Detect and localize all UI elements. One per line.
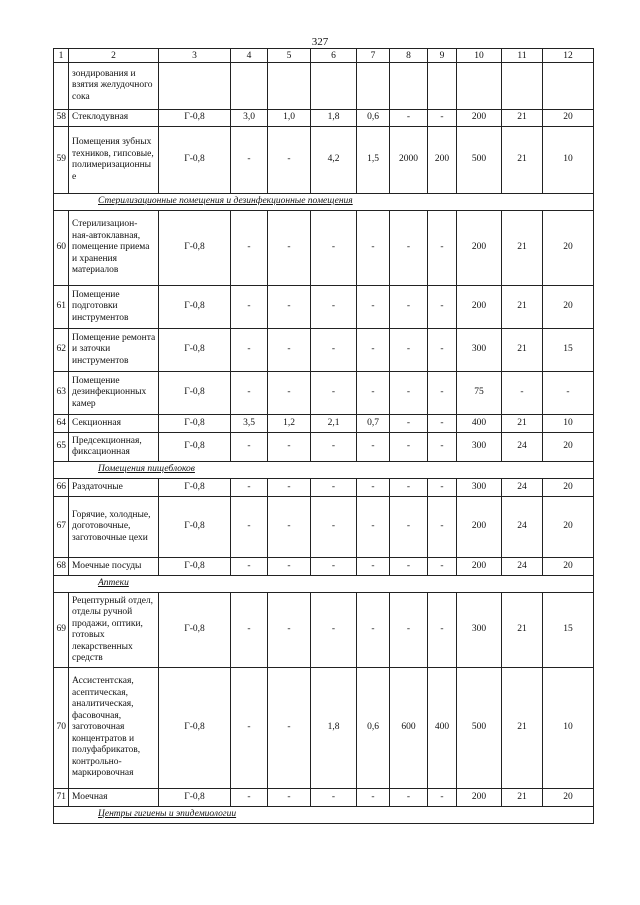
row-number: 69 — [54, 593, 69, 668]
value-cell: Г-0,8 — [159, 479, 231, 497]
value-cell: - — [268, 329, 311, 372]
value-cell: - — [357, 329, 390, 372]
value-cell: 20 — [543, 497, 594, 558]
value-cell: Г-0,8 — [159, 497, 231, 558]
value-cell: Г-0,8 — [159, 286, 231, 329]
value-cell: - — [311, 593, 357, 668]
value-cell: - — [311, 433, 357, 462]
value-cell: - — [268, 789, 311, 807]
value-cell: Г-0,8 — [159, 593, 231, 668]
value-cell: 75 — [457, 372, 502, 415]
value-cell: Г-0,8 — [159, 110, 231, 127]
value-cell: 21 — [502, 668, 543, 789]
value-cell: 200 — [457, 286, 502, 329]
row-number: 63 — [54, 372, 69, 415]
value-cell: 0,6 — [357, 668, 390, 789]
value-cell: 4,2 — [311, 127, 357, 194]
table-row — [54, 558, 594, 576]
value-cell: - — [357, 479, 390, 497]
section-row — [54, 807, 594, 824]
row-number: 59 — [54, 127, 69, 194]
value-cell: - — [428, 479, 457, 497]
value-cell: 2000 — [390, 127, 428, 194]
room-name: Ассистентская, асептическая, аналитическая, фасовочная, заготовочная концентратов и полуфабрикатов, контрольно- маркировочная — [69, 668, 159, 789]
column-number: 10 — [457, 49, 502, 63]
room-name: Секционная — [69, 415, 159, 433]
row-number: 65 — [54, 433, 69, 462]
value-cell: Г-0,8 — [159, 668, 231, 789]
value-cell: 20 — [543, 558, 594, 576]
value-cell: Г-0,8 — [159, 415, 231, 433]
value-cell: 20 — [543, 433, 594, 462]
column-number: 3 — [159, 49, 231, 63]
value-cell: - — [311, 329, 357, 372]
room-name: Горячие, холодные, доготовочные, заготовочные цехи — [69, 497, 159, 558]
value-cell: - — [390, 211, 428, 286]
column-number: 8 — [390, 49, 428, 63]
value-cell: - — [231, 558, 268, 576]
value-cell: Г-0,8 — [159, 329, 231, 372]
value-cell: 3,5 — [231, 415, 268, 433]
value-cell: 300 — [457, 433, 502, 462]
value-cell: 20 — [543, 110, 594, 127]
value-cell: - — [231, 211, 268, 286]
value-cell: 600 — [390, 668, 428, 789]
table-row — [54, 789, 594, 807]
table-row — [54, 211, 594, 286]
value-cell: 3,0 — [231, 110, 268, 127]
value-cell: - — [231, 286, 268, 329]
column-number: 11 — [502, 49, 543, 63]
value-cell: 20 — [543, 479, 594, 497]
room-name: зондирования и взятия желудочного сока — [69, 63, 159, 110]
row-number: 67 — [54, 497, 69, 558]
row-number: 58 — [54, 110, 69, 127]
table-row — [54, 593, 594, 668]
value-cell: - — [268, 668, 311, 789]
value-cell: - — [231, 329, 268, 372]
norms-table — [53, 48, 594, 824]
value-cell: - — [390, 372, 428, 415]
column-number: 1 — [54, 49, 69, 63]
value-cell: - — [311, 286, 357, 329]
value-cell: - — [311, 479, 357, 497]
value-cell: - — [428, 497, 457, 558]
room-name: Раздаточные — [69, 479, 159, 497]
table-row — [54, 286, 594, 329]
value-cell: - — [390, 329, 428, 372]
value-cell: - — [357, 372, 390, 415]
value-cell: - — [357, 211, 390, 286]
value-cell: 200 — [457, 211, 502, 286]
value-cell: 200 — [457, 497, 502, 558]
value-cell: - — [428, 110, 457, 127]
value-cell: - — [428, 593, 457, 668]
value-cell: 400 — [457, 415, 502, 433]
section-row — [54, 462, 594, 479]
value-cell: - — [357, 433, 390, 462]
value-cell: - — [268, 127, 311, 194]
value-cell: - — [311, 789, 357, 807]
value-cell: 15 — [543, 329, 594, 372]
value-cell: - — [268, 433, 311, 462]
value-cell: - — [428, 372, 457, 415]
value-cell: Г-0,8 — [159, 789, 231, 807]
value-cell: Г-0,8 — [159, 127, 231, 194]
value-cell: - — [231, 479, 268, 497]
room-name: Помещения зубных техников, гипсовые, полимеризационны е — [69, 127, 159, 194]
value-cell: - — [428, 329, 457, 372]
value-cell: 500 — [457, 668, 502, 789]
value-cell: - — [268, 211, 311, 286]
value-cell: - — [268, 497, 311, 558]
section-title: Аптеки — [98, 578, 129, 589]
section-title: Помещения пищеблоков — [98, 464, 195, 475]
column-number: 5 — [268, 49, 311, 63]
value-cell: 21 — [502, 593, 543, 668]
value-cell: Г-0,8 — [159, 558, 231, 576]
row-number: 66 — [54, 479, 69, 497]
row-number: 70 — [54, 668, 69, 789]
value-cell: 21 — [502, 211, 543, 286]
table-row — [54, 415, 594, 433]
value-cell: 21 — [502, 415, 543, 433]
value-cell: 10 — [543, 668, 594, 789]
value-cell: - — [428, 433, 457, 462]
section-row — [54, 194, 594, 211]
value-cell: 24 — [502, 558, 543, 576]
row-number: 71 — [54, 789, 69, 807]
value-cell: 1,8 — [311, 110, 357, 127]
value-cell: - — [268, 479, 311, 497]
page-number: 327 — [311, 36, 329, 48]
table-row — [54, 63, 594, 110]
value-cell: - — [311, 497, 357, 558]
value-cell: 1,5 — [357, 127, 390, 194]
value-cell: - — [543, 372, 594, 415]
value-cell: 200 — [457, 789, 502, 807]
value-cell: 1,0 — [268, 110, 311, 127]
value-cell: 21 — [502, 127, 543, 194]
value-cell: - — [428, 415, 457, 433]
column-number: 9 — [428, 49, 457, 63]
value-cell: 2,1 — [311, 415, 357, 433]
value-cell: - — [502, 372, 543, 415]
row-number: 61 — [54, 286, 69, 329]
room-name: Моечная — [69, 789, 159, 807]
column-number: 2 — [69, 49, 159, 63]
value-cell: - — [390, 593, 428, 668]
value-cell: - — [357, 593, 390, 668]
value-cell: 400 — [428, 668, 457, 789]
value-cell: 200 — [428, 127, 457, 194]
value-cell: 200 — [457, 558, 502, 576]
value-cell: 1,2 — [268, 415, 311, 433]
room-name: Моечные посуды — [69, 558, 159, 576]
value-cell: - — [390, 558, 428, 576]
value-cell: - — [428, 789, 457, 807]
room-name: Стерилизацион- ная-автоклавная, помещение приема и хранения материалов — [69, 211, 159, 286]
value-cell: - — [357, 789, 390, 807]
value-cell: - — [268, 372, 311, 415]
value-cell: Г-0,8 — [159, 211, 231, 286]
table-row — [54, 433, 594, 462]
section-title: Стерилизационные помещения и дезинфекционные помещения — [98, 196, 353, 207]
value-cell: - — [231, 127, 268, 194]
table-row — [54, 110, 594, 127]
value-cell: 24 — [502, 479, 543, 497]
value-cell: - — [231, 433, 268, 462]
value-cell: - — [357, 286, 390, 329]
value-cell: 24 — [502, 497, 543, 558]
value-cell: 300 — [457, 329, 502, 372]
value-cell: 20 — [543, 789, 594, 807]
table-row — [54, 372, 594, 415]
value-cell: - — [390, 479, 428, 497]
value-cell: 0,6 — [357, 110, 390, 127]
value-cell: Г-0,8 — [159, 372, 231, 415]
value-cell: 1,8 — [311, 668, 357, 789]
value-cell: 300 — [457, 593, 502, 668]
value-cell: - — [390, 286, 428, 329]
table-row — [54, 668, 594, 789]
value-cell: 20 — [543, 286, 594, 329]
table-row — [54, 497, 594, 558]
value-cell: - — [311, 372, 357, 415]
value-cell: 20 — [543, 211, 594, 286]
value-cell: 500 — [457, 127, 502, 194]
value-cell: 21 — [502, 286, 543, 329]
value-cell: 300 — [457, 479, 502, 497]
value-cell: 200 — [457, 110, 502, 127]
room-name: Предсекционная, фиксационная — [69, 433, 159, 462]
row-number: 68 — [54, 558, 69, 576]
value-cell: 21 — [502, 110, 543, 127]
room-name: Помещение ремонта и заточки инструментов — [69, 329, 159, 372]
row-number: 64 — [54, 415, 69, 433]
table-row — [54, 329, 594, 372]
row-number: 62 — [54, 329, 69, 372]
value-cell: - — [231, 372, 268, 415]
row-number: 60 — [54, 211, 69, 286]
value-cell: 21 — [502, 789, 543, 807]
value-cell: - — [428, 286, 457, 329]
value-cell: 15 — [543, 593, 594, 668]
value-cell: - — [390, 110, 428, 127]
value-cell: 10 — [543, 127, 594, 194]
section-row — [54, 576, 594, 593]
value-cell: - — [311, 558, 357, 576]
column-number: 4 — [231, 49, 268, 63]
value-cell: - — [390, 415, 428, 433]
value-cell: 24 — [502, 433, 543, 462]
column-number: 6 — [311, 49, 357, 63]
column-number: 12 — [543, 49, 594, 63]
value-cell: - — [231, 668, 268, 789]
value-cell: - — [357, 497, 390, 558]
value-cell: 10 — [543, 415, 594, 433]
value-cell: - — [390, 497, 428, 558]
column-number: 7 — [357, 49, 390, 63]
table-row — [54, 479, 594, 497]
room-name: Помещение дезинфекционных камер — [69, 372, 159, 415]
table-row — [54, 127, 594, 194]
value-cell: - — [231, 593, 268, 668]
value-cell: - — [390, 433, 428, 462]
value-cell: - — [311, 211, 357, 286]
value-cell: 21 — [502, 329, 543, 372]
value-cell: - — [268, 286, 311, 329]
value-cell: - — [357, 558, 390, 576]
value-cell: - — [231, 497, 268, 558]
room-name: Стеклодувная — [69, 110, 159, 127]
room-name: Рецептурный отдел, отделы ручной продажи, оптики, готовых лекарственных средств — [69, 593, 159, 668]
value-cell: - — [390, 789, 428, 807]
room-name: Помещение подготовки инструментов — [69, 286, 159, 329]
value-cell: - — [428, 211, 457, 286]
value-cell: - — [268, 593, 311, 668]
value-cell: 0,7 — [357, 415, 390, 433]
value-cell: - — [268, 558, 311, 576]
column-number-row — [54, 49, 594, 63]
value-cell: Г-0,8 — [159, 433, 231, 462]
value-cell: - — [428, 558, 457, 576]
section-title: Центры гигиены и эпидемиологии — [98, 809, 237, 820]
value-cell: - — [231, 789, 268, 807]
